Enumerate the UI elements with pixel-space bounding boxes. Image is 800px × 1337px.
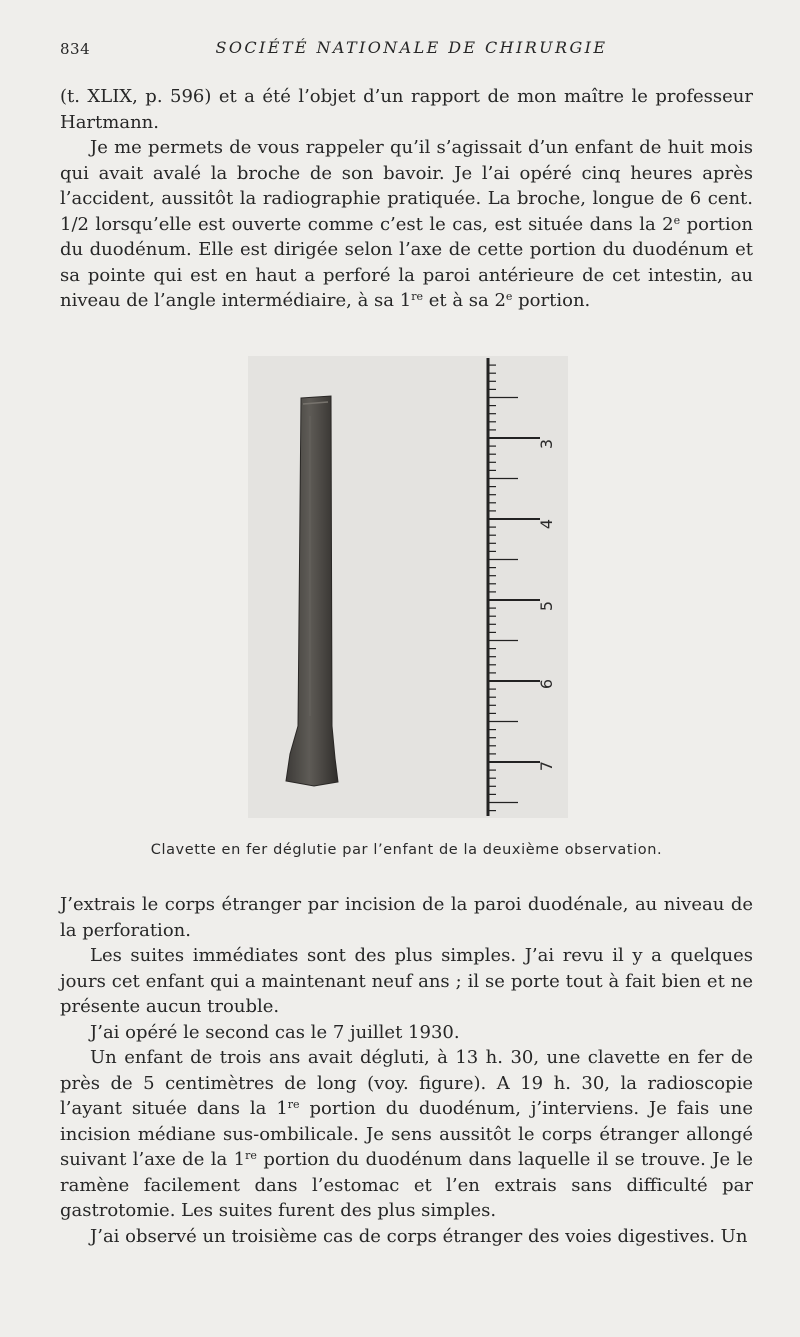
top-text-block xyxy=(60,84,753,314)
ruler-label-4: 4 xyxy=(537,518,556,530)
figure-caption: Clavette en fer déglutie par l’enfant de la deuxième observation. xyxy=(150,842,663,858)
paragraph-6: Un enfant de trois ans avait dégluti, à 13 h. 30, une clavette en fer de près de 5 centimètres de long (voy. figure). A 19 h. 30, la radioscopie l’ayant située dans la 1re portion du duodénum, j’interviens. Je fais une incision médiane sus-ombilicale. Je sens aussitôt le corps étranger allongé suivant l’axe de la 1re portion du duodénum dans laquelle il se trouve. Je le ramène facilement dans l’estomac et l’en extrais sans difficulté par gastrotomie. Les suites furent des plus simples. xyxy=(60,1047,753,1221)
page-header xyxy=(60,38,753,62)
paragraph-5: J’ai opéré le second cas le 7 juillet 1930. xyxy=(90,1021,460,1043)
figure-photograph xyxy=(248,356,568,818)
paragraph-2: Je me permets de vous rappeler qu’il s’agissait d’un enfant de huit mois qui avait avalé la broche de son bavoir. Je l’ai opéré cinq heures après l’accident, aussitôt la radiographie pratiquée. La broche, longue de 6 cent. 1/2 lorsqu’elle est ouverte comme c’est le cas, est située dans la 2e portion du duodénum. Elle est dirigée selon l’axe de cette portion du duodénum et sa pointe qui est en haut a perforé la paroi antérieure de cet intestin, au niveau de l’angle intermédiaire, à sa 1re et à sa 2e portion. xyxy=(60,137,754,311)
ruler-label-7: 7 xyxy=(537,760,556,772)
paragraph-3: J’extrais le corps étranger par incision de la paroi duodénale, au niveau de la perforation. xyxy=(60,894,753,941)
running-title: SOCIÉTÉ NATIONALE DE CHIRURGIE xyxy=(215,38,608,57)
page-number: 834 xyxy=(60,40,91,58)
paragraph-7: J’ai observé un troisième cas de corps étranger des voies digestives. Un xyxy=(90,1225,748,1247)
ruler-label-3: 3 xyxy=(537,438,556,450)
clavette-photo xyxy=(248,356,568,818)
ruler-label-6: 6 xyxy=(537,678,556,690)
paragraph-1: (t. XLIX, p. 596) et a été l’objet d’un rapport de mon maître le professeur Hartmann. xyxy=(60,86,753,133)
paragraph-4: Les suites immédiates sont des plus simples. J’ai revu il y a quelques jours cet enfant qui a maintenant neuf ans ; il se porte tout à fait bien et ne présente aucun trouble. xyxy=(60,945,753,1017)
bottom-text-block xyxy=(60,892,753,1249)
ruler-label-5: 5 xyxy=(537,600,556,612)
